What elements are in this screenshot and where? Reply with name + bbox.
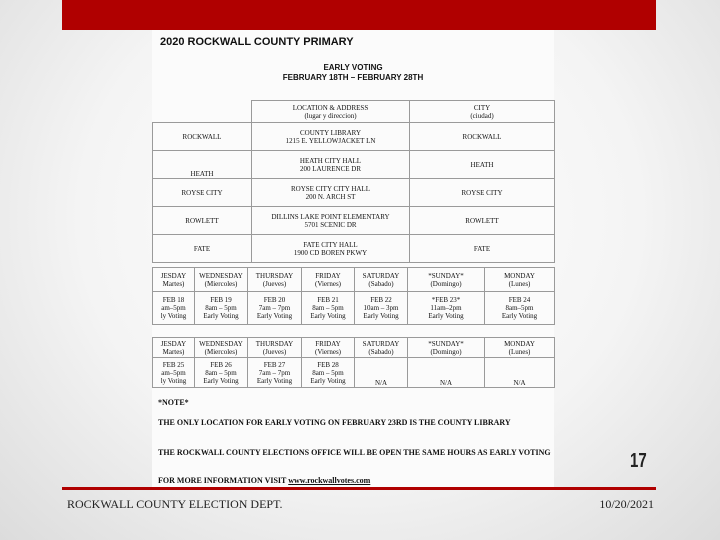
week-1-schedule	[152, 267, 555, 325]
note-label: *NOTE*	[158, 398, 189, 407]
week-2-dates-row: FEB 25 am–5pm ly Voting FEB 26 8am – 5pm Early Voting FEB 27 7am – 7pm Early Voting FEB 28 8am – 5pm Early Voting N/A N/A N/A	[153, 358, 555, 388]
week-2-schedule	[152, 337, 555, 388]
heading-line-1: EARLY VOTING	[323, 63, 383, 72]
footer-organization: ROCKWALL COUNTY ELECTION DEPT.	[67, 497, 283, 511]
more-info-text: FOR MORE INFORMATION VISIT	[158, 476, 287, 485]
footer-date: 10/20/2021	[599, 497, 654, 511]
location-row: ROWLETT DILLINS LAKE POINT ELEMENTARY 5701 SCENIC DR ROWLETT	[153, 207, 555, 235]
week-1-dates-row: FEB 18 am–5pm ly Voting FEB 19 8am – 5pm Early Voting FEB 20 7am – 7pm Early Voting FEB 21 8am – 5pm Early Voting FEB 22 10am – 3pm Early Voting *FEB 23* 11am–2pm Early Voting FEB 24 8am–5pm Early Voting	[153, 292, 555, 325]
week-2-days-row: JESDAY Martes) WEDNESDAY (Miercoles) THURSDAY (Jueves) FRIDAY (Viernes) SATURDAY (Sabado) *SUNDAY* (Domingo) MONDAY (Lunes)	[153, 338, 555, 358]
week-1-days-row: JESDAY Martes) WEDNESDAY (Miercoles) THURSDAY (Jueves) FRIDAY (Viernes) SATURDAY (Sabado) *SUNDAY* (Domingo) MONDAY (Lunes)	[153, 268, 555, 292]
location-row: FATE FATE CITY HALL 1900 CD BOREN PKWY FATE	[153, 235, 555, 263]
heading-line-2: FEBRUARY 18TH – FEBRUARY 28TH	[282, 73, 424, 82]
location-row: ROCKWALL COUNTY LIBRARY 1215 E. YELLOWJACKET LN ROCKWALL	[153, 123, 555, 151]
location-row: HEATH HEATH CITY HALL 200 LAURENCE DR HEATH	[153, 151, 555, 179]
early-voting-document	[152, 30, 554, 488]
top-accent-bar	[62, 0, 656, 30]
location-row: ROYSE CITY ROYSE CITY CITY HALL 200 N. ARCH ST ROYSE CITY	[153, 179, 555, 207]
slide-number: 17	[630, 450, 647, 472]
rockwallvotes-link[interactable]: www.rockwallvotes.com	[288, 476, 371, 485]
more-info-line	[158, 476, 552, 486]
locations-table	[152, 100, 555, 263]
location-header: LOCATION & ADDRESS (lugar y direccion)	[252, 101, 410, 123]
footer-rule	[62, 487, 656, 490]
city-header: CITY (ciudad)	[410, 101, 555, 123]
note-library: THE ONLY LOCATION FOR EARLY VOTING ON FEBRUARY 23RD IS THE COUNTY LIBRARY	[158, 418, 511, 427]
locations-header-row	[153, 101, 555, 123]
note-elections-office: THE ROCKWALL COUNTY ELECTIONS OFFICE WILL BE OPEN THE SAME HOURS AS EARLY VOTING	[158, 448, 551, 457]
document-title: 2020 ROCKWALL COUNTY PRIMARY	[160, 36, 354, 48]
